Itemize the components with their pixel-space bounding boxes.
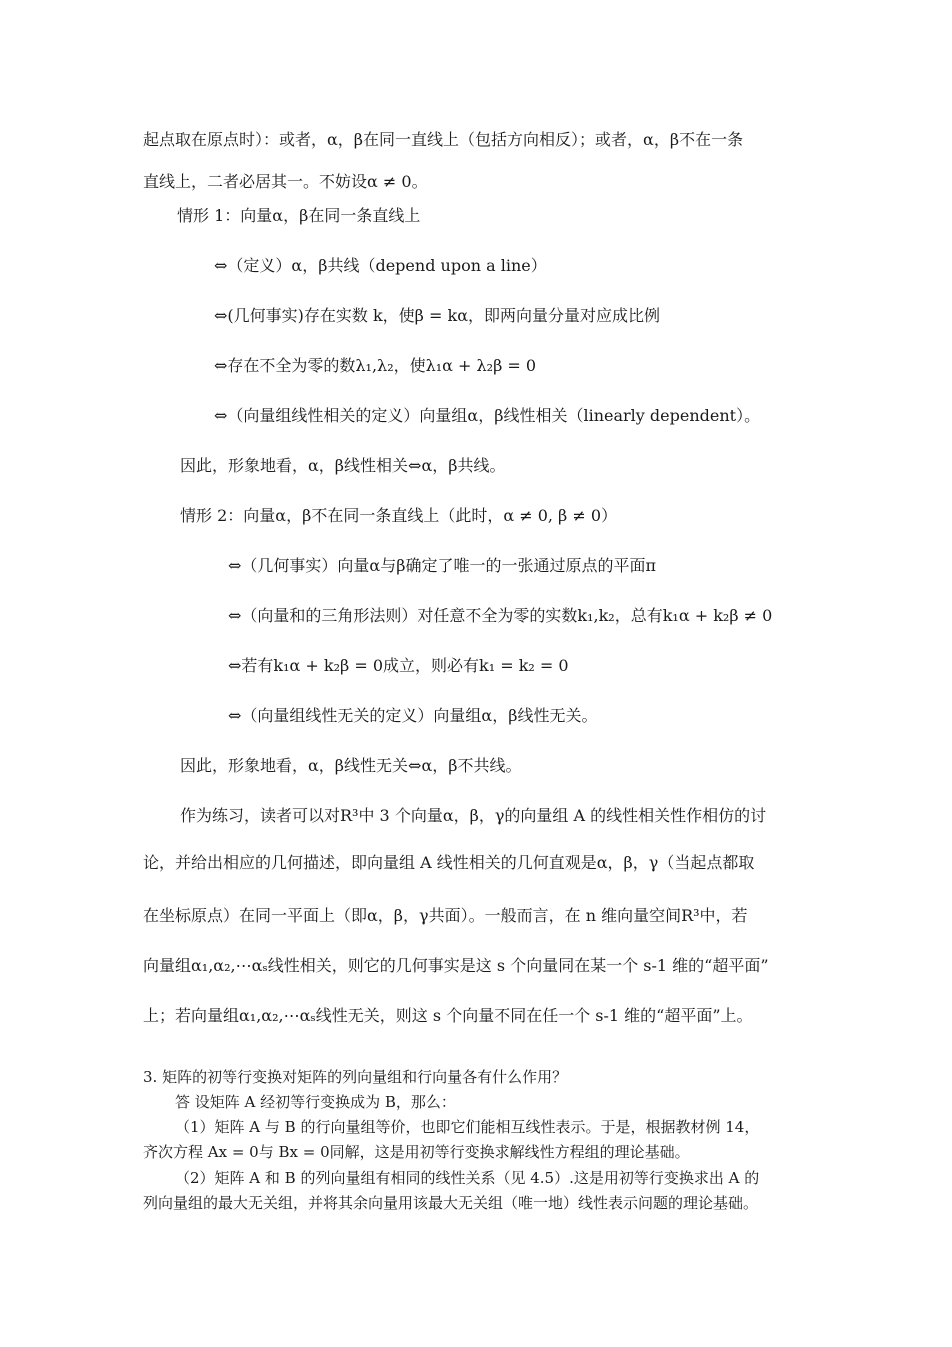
- text-line: 答 设矩阵 A 经初等行变换成为 B，那么：: [175, 1093, 456, 1111]
- text-line: ⇔存在不全为零的数λ₁,λ₂，使λ₁α + λ₂β = 0: [214, 356, 537, 375]
- text-line: 在坐标原点）在同一平面上（即α，β，γ共面）。一般而言，在 n 维向量空间R³中，若: [143, 906, 748, 925]
- text-line: 情形 1：向量α，β在同一条直线上: [177, 206, 421, 225]
- text-line: 直线上，二者必居其一。不妨设α ≠ 0。: [143, 172, 428, 191]
- text-line: ⇔（向量组线性相关的定义）向量组α，β线性相关（linearly dependent）。: [214, 406, 761, 425]
- text-line: 列向量组的最大无关组，并将其余向量用该最大无关组（唯一地）线性表示问题的理论基础。: [143, 1194, 759, 1212]
- text-line: ⇔（定义）α，β共线（depend upon a line）: [214, 256, 547, 275]
- text-line: 因此，形象地看，α，β线性无关⇔α，β不共线。: [180, 756, 522, 775]
- text-line: ⇔若有k₁α + k₂β = 0成立，则必有k₁ = k₂ = 0: [228, 656, 569, 675]
- text-line: 作为练习，读者可以对R³中 3 个向量α，β，γ的向量组 A 的线性相关性作相仿的讨: [180, 806, 767, 825]
- text-line: 论，并给出相应的几何描述，即向量组 A 线性相关的几何直观是α，β，γ（当起点都取: [143, 853, 755, 872]
- text-line: 齐次方程 Ax = 0与 Bx = 0同解，这是用初等行变换求解线性方程组的理论基础。: [143, 1143, 690, 1161]
- text-line: ⇔（几何事实）向量α与β确定了唯一的一张通过原点的平面π: [228, 556, 656, 575]
- question-heading: 3. 矩阵的初等行变换对矩阵的列向量组和行向量各有什么作用？: [143, 1068, 568, 1086]
- text-line: 情形 2：向量α，β不在同一条直线上（此时，α ≠ 0, β ≠ 0）: [180, 506, 618, 525]
- text-line: （1）矩阵 A 与 B 的行向量组等价，也即它们能相互线性表示。于是，根据教材例 14，: [175, 1118, 760, 1136]
- text-line: ⇔（向量和的三角形法则）对任意不全为零的实数k₁,k₂，总有k₁α + k₂β ≠ 0: [228, 606, 773, 625]
- text-line: ⇔(几何事实)存在实数 k，使β = kα，即两向量分量对应成比例: [214, 306, 661, 325]
- text-line: 上；若向量组α₁,α₂,⋯αₛ线性无关，则这 s 个向量不同在任一个 s-1 维的“超平面”上。: [143, 1006, 753, 1025]
- text-line: 起点取在原点时）：或者，α，β在同一直线上（包括方向相反）；或者，α，β不在一条: [143, 130, 744, 149]
- text-line: 向量组α₁,α₂,⋯αₛ线性相关，则它的几何事实是这 s 个向量同在某一个 s-1 维的“超平面”: [143, 956, 769, 975]
- text-line: ⇔（向量组线性无关的定义）向量组α，β线性无关。: [228, 706, 598, 725]
- text-line: （2）矩阵 A 和 B 的列向量组有相同的线性关系（见 4.5）.这是用初等行变换求出 A 的: [175, 1169, 760, 1187]
- text-line: 因此，形象地看，α，β线性相关⇔α，β共线。: [180, 456, 506, 475]
